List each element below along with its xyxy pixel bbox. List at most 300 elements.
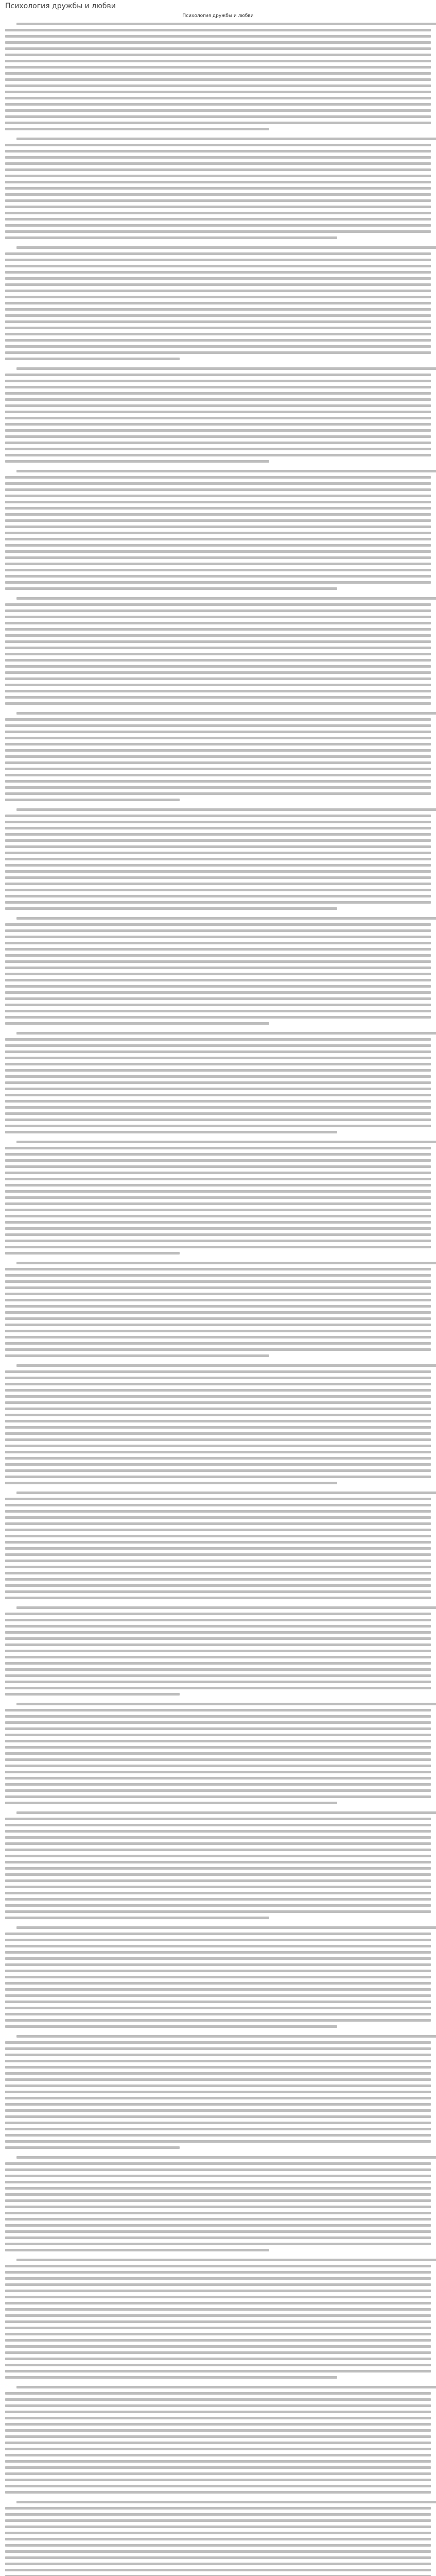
text-line	[5, 2212, 431, 2214]
text-line	[5, 1469, 431, 1472]
text-line	[5, 2339, 431, 2342]
text-line	[5, 1178, 431, 1180]
text-line	[5, 1957, 431, 1960]
text-line	[5, 2019, 431, 2022]
text-line	[5, 1383, 431, 1385]
text-line	[5, 1994, 431, 1997]
text-line	[5, 858, 431, 860]
text-line	[5, 684, 431, 686]
text-line	[5, 1451, 431, 1453]
text-line	[16, 1703, 436, 1705]
text-line	[5, 1038, 431, 1041]
text-line	[5, 864, 431, 867]
text-line	[5, 1740, 431, 1742]
text-line	[5, 1777, 431, 1780]
text-line	[5, 2146, 180, 2149]
text-line	[5, 1057, 431, 1059]
text-line	[5, 2538, 431, 2540]
text-line	[5, 1970, 431, 1972]
body-paragraph	[5, 597, 431, 705]
text-line	[5, 2507, 431, 2510]
text-line	[5, 1184, 431, 1187]
text-line	[5, 519, 431, 522]
text-line	[5, 314, 431, 317]
text-line	[5, 168, 431, 171]
text-line	[5, 2283, 431, 2286]
text-line	[5, 442, 431, 444]
text-line	[5, 979, 431, 981]
text-line	[5, 327, 431, 329]
text-line	[5, 333, 431, 335]
text-line	[5, 448, 431, 450]
text-line	[5, 1432, 431, 1435]
body-paragraph	[5, 470, 431, 590]
text-line	[5, 1631, 431, 1634]
text-line	[16, 470, 436, 472]
text-line	[5, 1498, 431, 1500]
text-line	[5, 2013, 431, 2015]
body-paragraph	[5, 2156, 431, 2251]
text-line	[5, 1022, 269, 1025]
text-line	[5, 1758, 431, 1761]
text-line	[5, 454, 431, 456]
text-line	[5, 2429, 431, 2432]
text-line	[5, 2423, 431, 2426]
text-line	[5, 1016, 431, 1019]
text-line	[5, 1590, 431, 1593]
text-line	[5, 224, 431, 227]
text-line	[5, 386, 431, 388]
text-line	[5, 2265, 431, 2267]
text-line	[5, 290, 431, 292]
text-line	[5, 1305, 431, 1308]
text-line	[5, 488, 431, 491]
text-line	[5, 2115, 431, 2118]
text-line	[5, 1560, 431, 1562]
text-line	[5, 815, 431, 817]
text-line	[5, 755, 431, 758]
body-paragraph	[5, 138, 431, 239]
text-line	[5, 2109, 431, 2112]
text-line	[5, 1246, 431, 1248]
text-line	[5, 1370, 431, 1373]
text-line	[5, 1457, 431, 1460]
text-line	[16, 2035, 436, 2038]
text-line	[16, 1811, 436, 1814]
text-line	[5, 1377, 431, 1379]
text-line	[5, 768, 431, 770]
text-line	[5, 2001, 431, 2003]
body-paragraph	[5, 2386, 431, 2494]
text-line	[5, 103, 431, 106]
text-line	[5, 2392, 431, 2395]
text-line	[5, 206, 431, 208]
text-line	[5, 665, 431, 668]
text-line	[5, 526, 431, 528]
text-line	[5, 2199, 431, 2202]
text-line	[5, 1081, 431, 1084]
text-line	[5, 109, 431, 112]
text-line	[5, 1917, 269, 1919]
text-line	[5, 150, 431, 152]
text-line	[5, 435, 431, 438]
text-line	[5, 2454, 431, 2456]
text-line	[16, 23, 436, 25]
text-line	[5, 1976, 431, 1978]
text-line	[5, 556, 431, 559]
text-line	[5, 1445, 431, 1447]
text-line	[5, 181, 431, 183]
text-line	[5, 942, 431, 944]
text-line	[5, 507, 431, 510]
text-line	[5, 1668, 431, 1671]
text-line	[16, 1492, 436, 1494]
text-line	[5, 2224, 431, 2227]
text-line	[5, 1836, 431, 1839]
text-line	[5, 1010, 431, 1012]
text-line	[5, 1112, 431, 1115]
text-line	[5, 876, 431, 879]
text-line	[5, 2435, 431, 2438]
body-paragraph	[5, 1703, 431, 1804]
text-line	[5, 821, 431, 823]
text-line	[5, 476, 431, 479]
text-line	[5, 2175, 431, 2177]
text-line	[5, 2243, 431, 2245]
text-line	[5, 1342, 431, 1345]
text-line	[5, 460, 269, 463]
body-paragraph	[5, 246, 431, 360]
text-line	[5, 852, 431, 854]
body-paragraph	[5, 1926, 431, 2028]
body-paragraph	[5, 1811, 431, 1919]
text-line	[5, 991, 431, 994]
text-line	[5, 2206, 431, 2208]
body-paragraph	[5, 1141, 431, 1255]
text-line	[5, 2193, 431, 2196]
body-paragraph	[5, 23, 431, 130]
text-line	[5, 187, 431, 190]
text-line	[5, 1783, 431, 1786]
body-paragraph	[5, 1492, 431, 1599]
text-line	[5, 1476, 431, 1478]
text-line	[5, 1125, 431, 1127]
text-line	[5, 1482, 337, 1484]
body-paragraph	[5, 808, 431, 910]
text-line	[5, 47, 431, 50]
text-line	[5, 833, 431, 836]
text-line	[5, 1159, 431, 1162]
text-line	[5, 1727, 431, 1730]
text-line	[5, 550, 431, 553]
text-line	[5, 398, 431, 401]
text-line	[16, 597, 436, 600]
text-line	[5, 2296, 431, 2298]
text-line	[5, 1933, 431, 1935]
text-line	[16, 1141, 436, 1143]
text-line	[5, 1196, 431, 1199]
text-line	[5, 2162, 431, 2165]
text-line	[5, 2230, 431, 2233]
text-line	[5, 1227, 431, 1230]
text-line	[5, 973, 431, 975]
text-line	[5, 870, 431, 873]
text-line	[5, 2097, 431, 2099]
text-line	[5, 575, 431, 578]
text-line	[5, 1721, 431, 1724]
text-line	[5, 2333, 431, 2335]
text-line	[5, 2569, 431, 2571]
text-line	[5, 1004, 431, 1006]
text-line	[16, 917, 436, 920]
text-line	[5, 1280, 431, 1283]
text-line	[5, 1106, 431, 1109]
text-line	[5, 2320, 431, 2323]
text-line	[5, 2460, 431, 2463]
text-line	[5, 417, 431, 419]
text-line	[5, 2398, 431, 2401]
body-paragraph	[5, 367, 431, 463]
text-line	[5, 2526, 431, 2528]
text-line	[5, 2041, 431, 2044]
text-line	[5, 780, 431, 783]
text-line	[5, 1522, 431, 1525]
text-line	[5, 1904, 431, 1907]
text-line	[5, 1886, 431, 1888]
text-line	[5, 115, 431, 118]
text-line	[5, 2327, 431, 2329]
text-line	[5, 718, 431, 721]
text-line	[5, 603, 431, 606]
text-line	[5, 175, 431, 177]
text-line	[5, 1945, 431, 1947]
text-line	[5, 283, 431, 286]
text-line	[5, 923, 431, 926]
text-line	[5, 1330, 431, 1332]
text-line	[5, 72, 431, 75]
text-line	[5, 1354, 269, 1357]
text-line	[5, 1202, 431, 1205]
text-line	[5, 948, 431, 951]
text-line	[5, 2078, 431, 2081]
text-line	[5, 296, 431, 298]
text-line	[5, 2277, 431, 2280]
text-line	[5, 2358, 431, 2360]
text-line	[5, 1420, 431, 1422]
text-line	[5, 761, 431, 764]
text-line	[5, 2302, 431, 2304]
text-line	[5, 2168, 431, 2171]
text-line	[5, 1268, 431, 1270]
text-line	[5, 265, 431, 267]
text-line	[5, 1094, 431, 1096]
text-line	[5, 2025, 337, 2028]
text-line	[5, 1830, 431, 1833]
text-line	[5, 749, 431, 752]
text-line	[16, 2259, 436, 2261]
text-line	[5, 2485, 431, 2487]
text-line	[5, 1795, 431, 1798]
text-line	[5, 271, 431, 274]
text-line	[5, 1855, 431, 1857]
text-line	[5, 1240, 431, 1242]
text-line	[5, 1233, 431, 1236]
text-line	[16, 1606, 436, 1609]
text-line	[5, 1982, 431, 1985]
text-line	[5, 1221, 431, 1224]
text-line	[5, 1252, 180, 1255]
text-line	[16, 1262, 436, 1264]
text-line	[5, 1215, 431, 1217]
text-line	[5, 1069, 431, 1072]
text-line	[5, 84, 431, 87]
text-line	[5, 1426, 431, 1429]
text-line	[5, 1516, 431, 1519]
text-line	[5, 1190, 431, 1193]
text-line	[5, 845, 431, 848]
body-paragraph	[5, 2501, 431, 2576]
text-line	[5, 659, 431, 662]
page-title: Психология дружбы и любви	[5, 2, 116, 10]
text-line	[5, 702, 431, 705]
text-line	[5, 1209, 431, 1211]
text-line	[16, 138, 436, 140]
text-line	[5, 2376, 337, 2379]
body-paragraph	[5, 1606, 431, 1696]
text-line	[5, 774, 431, 776]
text-line	[5, 1414, 431, 1416]
text-line	[5, 2448, 431, 2450]
text-line	[5, 640, 431, 643]
subtitle: Психология дружбы и любви	[182, 13, 254, 19]
text-line	[5, 2550, 431, 2553]
body-paragraph	[5, 2259, 431, 2379]
text-line	[5, 1118, 431, 1121]
text-line	[5, 2364, 431, 2366]
text-line	[5, 671, 431, 674]
text-line	[5, 2007, 431, 2009]
text-line	[5, 1625, 431, 1628]
text-line	[5, 628, 431, 631]
text-line	[5, 128, 269, 130]
text-line	[5, 1681, 431, 1683]
text-line	[5, 1650, 431, 1652]
text-line	[5, 2404, 431, 2407]
body-paragraph	[5, 712, 431, 801]
body-paragraph	[5, 1032, 431, 1133]
text-line	[5, 647, 431, 649]
text-line	[5, 1861, 431, 1863]
text-line	[5, 495, 431, 497]
text-line	[5, 538, 431, 540]
text-line	[5, 1693, 180, 1696]
text-line	[5, 1311, 431, 1314]
text-line	[5, 634, 431, 637]
text-line	[5, 482, 431, 485]
text-line	[5, 144, 431, 146]
text-line	[5, 501, 431, 503]
text-line	[5, 2187, 431, 2190]
text-line	[5, 1063, 431, 1065]
text-line	[5, 1100, 431, 1103]
text-line	[5, 587, 337, 590]
text-line	[5, 2519, 431, 2522]
text-line	[5, 997, 431, 1000]
text-line	[5, 2072, 431, 2075]
text-line	[5, 1867, 431, 1870]
text-line	[5, 954, 431, 957]
text-line	[5, 1131, 337, 1133]
text-line	[16, 2386, 436, 2388]
body-paragraph	[5, 2035, 431, 2149]
text-line	[5, 162, 431, 165]
text-line	[5, 2472, 431, 2475]
text-line	[5, 2236, 431, 2239]
text-line	[5, 2218, 431, 2221]
text-line	[5, 2249, 269, 2251]
body-paragraph	[5, 1262, 431, 1357]
text-line	[5, 1597, 431, 1599]
text-line	[5, 423, 431, 426]
text-line	[5, 91, 431, 93]
text-line	[5, 1050, 431, 1053]
body-paragraph	[5, 917, 431, 1025]
text-line	[5, 1438, 431, 1441]
text-line	[16, 808, 436, 811]
text-line	[5, 1637, 431, 1640]
text-line	[5, 1336, 431, 1338]
text-line	[5, 1619, 431, 1621]
text-line	[5, 2314, 431, 2317]
text-line	[5, 1401, 431, 1404]
text-line	[5, 1898, 431, 1901]
text-line	[16, 1032, 436, 1035]
text-line	[5, 156, 431, 159]
text-line	[5, 1892, 431, 1894]
text-line	[5, 236, 337, 239]
text-line	[5, 302, 431, 304]
text-line	[5, 2122, 431, 2124]
text-line	[5, 786, 431, 789]
text-line	[5, 883, 431, 885]
text-line	[5, 1147, 431, 1149]
text-line	[5, 2140, 431, 2143]
text-line	[5, 1879, 431, 1882]
text-line	[5, 1824, 431, 1826]
text-line	[5, 792, 431, 795]
text-line	[5, 929, 431, 932]
text-line	[5, 1951, 431, 1954]
text-line	[5, 2066, 431, 2069]
text-line	[5, 1529, 431, 1531]
text-line	[5, 1553, 431, 1556]
text-line	[5, 985, 431, 988]
text-line	[16, 2501, 436, 2503]
text-line	[5, 1075, 431, 1078]
text-line	[5, 2271, 431, 2274]
text-line	[5, 60, 431, 62]
text-line	[5, 690, 431, 692]
text-line	[5, 1165, 431, 1168]
text-line	[16, 1364, 436, 1367]
text-line	[5, 532, 431, 534]
text-line	[5, 1389, 431, 1392]
text-line	[5, 1535, 431, 1537]
text-line	[5, 1510, 431, 1513]
text-line	[5, 2532, 431, 2534]
text-line	[5, 901, 431, 904]
text-line	[5, 66, 431, 69]
